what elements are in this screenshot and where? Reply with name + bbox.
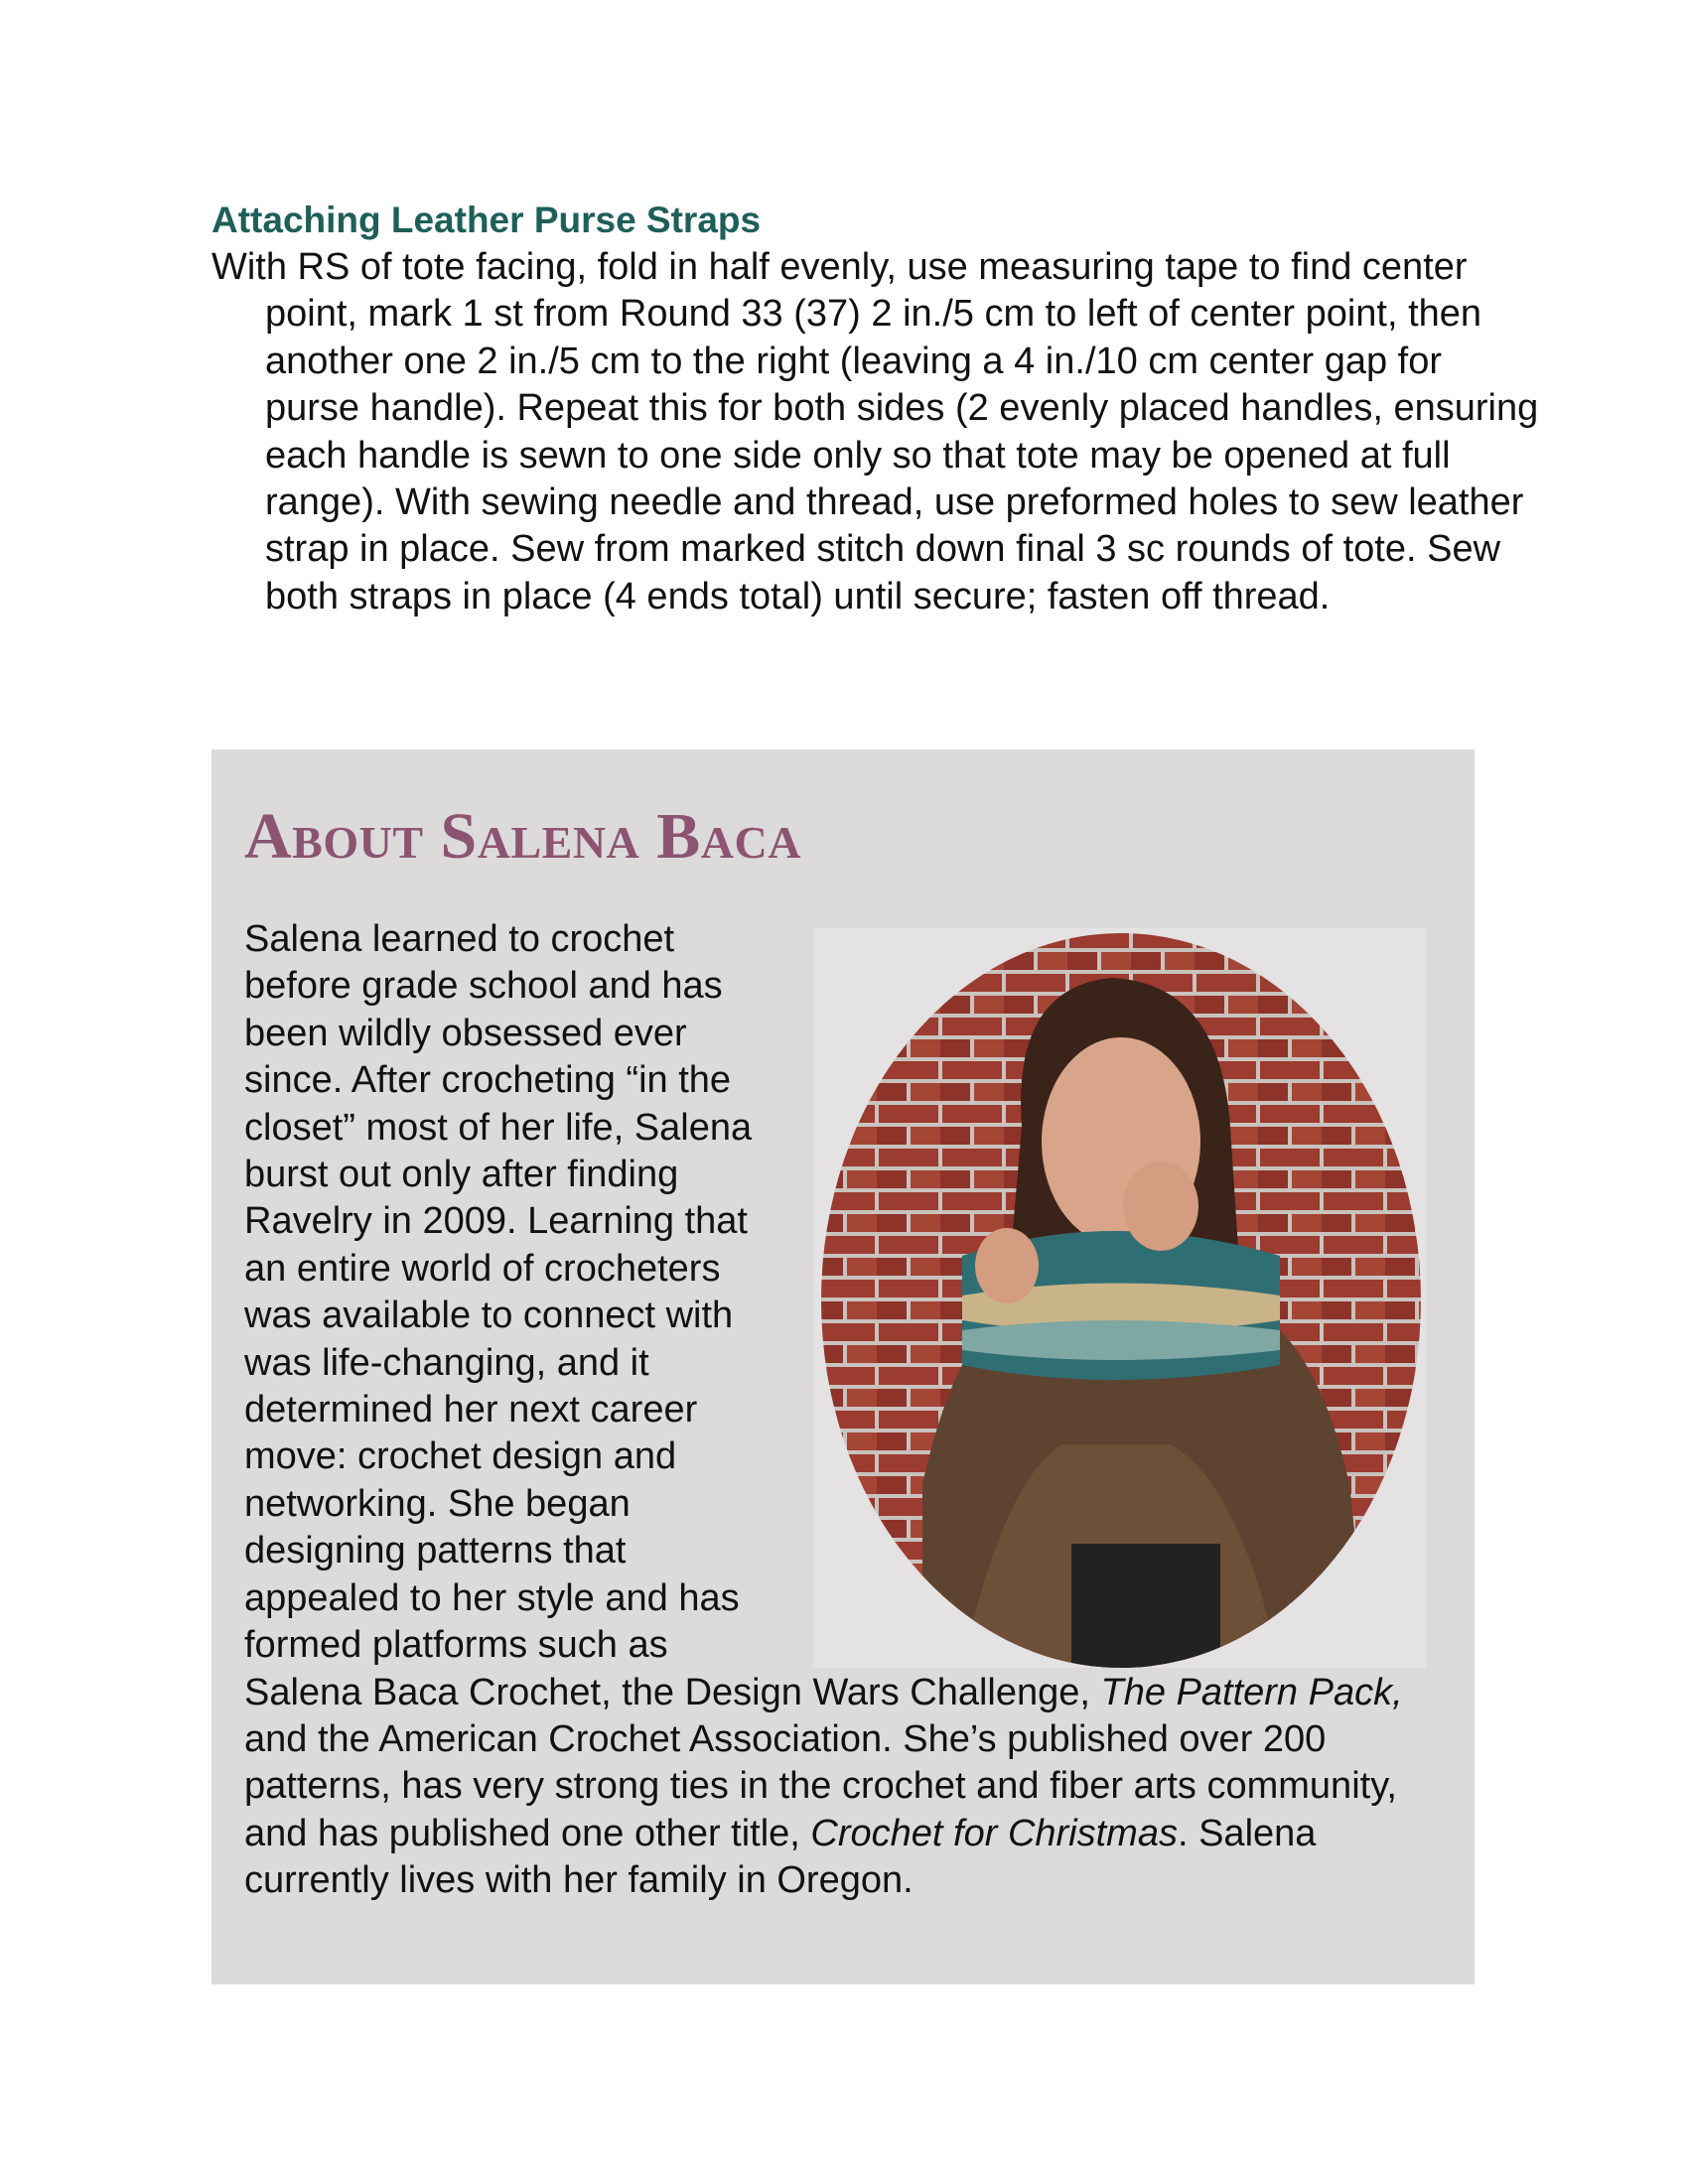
- bio-title-pattern-pack: The Pattern Pack,: [1100, 1671, 1403, 1713]
- author-portrait-image: [813, 928, 1426, 1668]
- bio-paragraph-part-1: Salena learned to crochet before grade school and has been wildly obsessed ever since. After crocheting “in the closet” most of her life, Salena burst out only after finding Ravelry in 2009. Learning that an entire world of crocheters was available to connect with was life-changing, and it determined her next career move: crochet design and networking. She began designing patterns that appealed to her style and has formed platforms such as Salena Baca Crochet, the Design Wars Challenge,: [244, 918, 1101, 1713]
- author-photo: [813, 928, 1426, 1668]
- bio-paragraph-part-3: . Salena currently lives with her family in Oregon.: [244, 1812, 1317, 1902]
- section-heading: Attaching Leather Purse Straps: [211, 200, 762, 240]
- bio-title: About Salena Baca: [244, 800, 801, 873]
- bio-title-crochet-christmas: Crochet for Christmas: [810, 1812, 1178, 1854]
- bio-text: [244, 916, 1436, 1905]
- bio-paragraph-part-2: and the American Crochet Association. She’s published over 200 patterns, has very strong ties in the crochet and fiber arts community, and has published one other title,: [244, 1717, 1397, 1854]
- strap-instructions: With RS of tote facing, fold in half evenly, use measuring tape to find center point, mark 1 st from Round 33 (37) 2 in./5 cm to left of center point, then another one 2 in./5 cm to the right (leaving a 4 in./10 cm center gap for purse handle). Repeat this for both sides (2 evenly placed handles, ensuring each handle is sewn to one side only so that tote may be opened at full range). With sewing needle and thread, use preformed holes to sew leather strap in place. Sew from marked stitch down final 3 sc rounds of tote. Sew both straps in place (4 ends total) until secure; fasten off thread.: [211, 246, 1539, 617]
- author-bio-box: [211, 750, 1475, 1984]
